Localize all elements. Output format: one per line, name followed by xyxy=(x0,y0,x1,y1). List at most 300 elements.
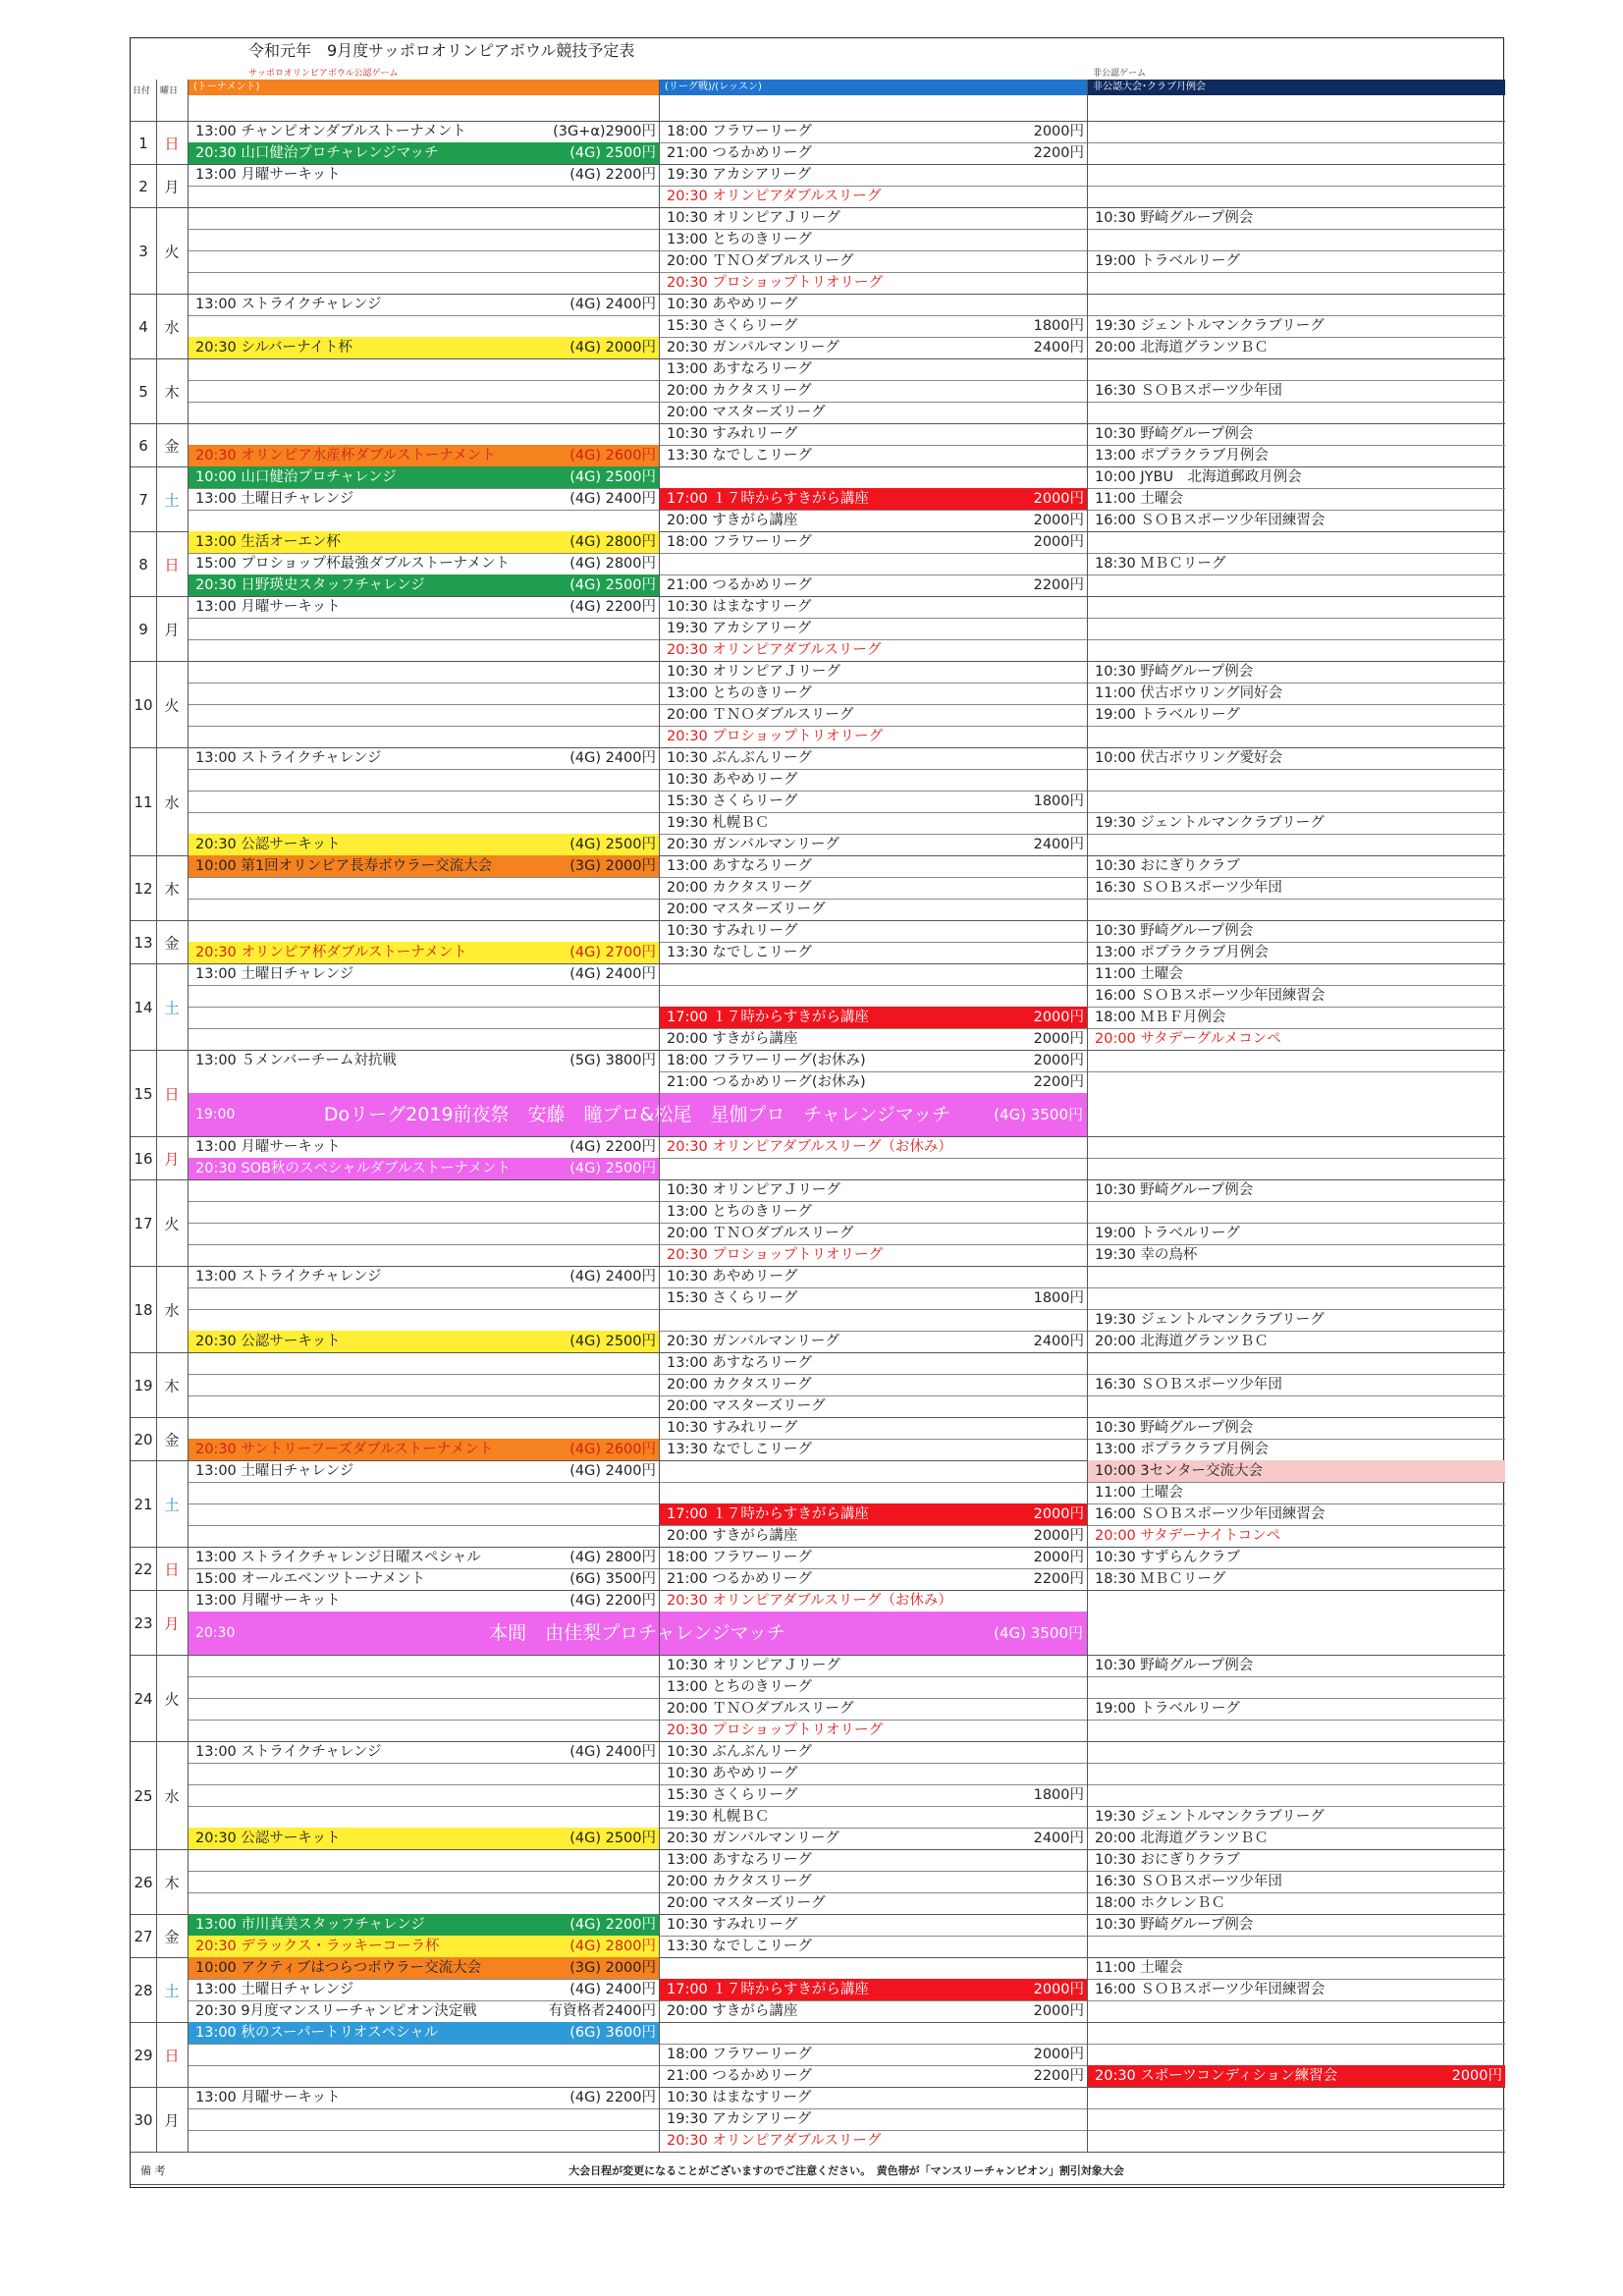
row-line xyxy=(188,380,659,381)
entry-title: 20:30 オリンピアダブルスリーグ（お休み） xyxy=(667,1593,952,1609)
entry-cost: 2000円 xyxy=(1033,1506,1084,1522)
schedule-entry xyxy=(188,963,659,985)
row-line xyxy=(1087,2087,1505,2088)
entry-title: 10:30 おにぎりクラブ xyxy=(1095,1852,1240,1868)
row-line xyxy=(188,1374,659,1375)
schedule-entry xyxy=(1087,1698,1505,1720)
schedule-entry xyxy=(1087,380,1505,402)
day-number: 27 xyxy=(134,1927,153,1945)
entry-title: 19:00 トラベルリーグ xyxy=(1095,1701,1240,1717)
entry-title: 19:00 トラベルリーグ xyxy=(1095,253,1240,269)
schedule-entry xyxy=(659,1374,1087,1395)
schedule-entry xyxy=(188,1136,659,1158)
day-number: 18 xyxy=(134,1300,153,1319)
row-line xyxy=(188,250,659,251)
entry-title: 13:00 ５メンバーチーム対抗戦 xyxy=(195,1053,397,1068)
schedule-entry xyxy=(1087,1482,1505,1503)
entry-title: 10:00 第1回オリンピア長寿ボウラー交流大会 xyxy=(195,858,493,874)
schedule-entry xyxy=(1087,985,1505,1007)
entry-title: 20:00 マスターズリーグ xyxy=(667,902,826,917)
day-number: 30 xyxy=(134,2110,153,2129)
entry-title: 20:30 オリンピア水産杯ダブルストーナメント xyxy=(195,448,496,464)
entry-title: 16:00 ＳＯＢスポーツ少年団練習会 xyxy=(1095,513,1325,528)
day-label xyxy=(131,1179,188,1266)
schedule-entry xyxy=(188,1568,659,1590)
entry-title: 20:30 プロショップトリオリーグ xyxy=(667,1247,883,1263)
row-line xyxy=(1087,726,1505,727)
day-label xyxy=(131,855,188,920)
entry-cost: (4G) 2500円 xyxy=(569,577,656,593)
schedule-entry xyxy=(659,618,1087,639)
schedule-entry xyxy=(659,1784,1087,1806)
row-line xyxy=(188,358,659,359)
day-number: 23 xyxy=(134,1613,153,1632)
row-line xyxy=(188,1655,659,1656)
row-line xyxy=(1087,164,1505,165)
day-label xyxy=(131,207,188,294)
schedule-entry xyxy=(188,142,659,164)
entry-cost: (4G) 2600円 xyxy=(569,1442,656,1457)
day-label xyxy=(131,1741,188,1849)
entry-title: 20:30 ガンバルマンリーグ xyxy=(667,1334,839,1349)
entry-title: 13:00 ストライクチャレンジ xyxy=(195,297,382,312)
weekday: 日 xyxy=(164,556,180,574)
entry-cost: (4G) 2200円 xyxy=(569,2090,656,2105)
row-line xyxy=(1087,2022,1505,2023)
day-label xyxy=(131,920,188,963)
day-label xyxy=(131,1050,188,1136)
entry-title: 20:30 プロショップトリオリーグ xyxy=(667,729,883,744)
entry-title: 10:30 オリンピアＪリーグ xyxy=(667,210,840,226)
entry-title: 13:00 土曜日チャレンジ xyxy=(195,966,354,982)
weekday: 水 xyxy=(164,1787,180,1805)
entry-title: 20:00 サタデーグルメコンペ xyxy=(1095,1031,1281,1047)
entry-title: 20:30 山口健治プロチャレンジマッチ xyxy=(195,145,439,161)
row-line xyxy=(188,1309,659,1310)
entry-title: 13:00 月曜サーキット xyxy=(195,2090,341,2105)
entry-title: 18:00 フラワーリーグ(お休み) xyxy=(667,1053,866,1068)
entry-title: 13:00 市川真美スタッフチャレンジ xyxy=(195,1917,425,1933)
schedule-entry xyxy=(1087,1244,1505,1266)
row-line xyxy=(1087,1720,1505,1721)
entry-title: 20:30 ガンバルマンリーグ xyxy=(667,837,839,852)
entry-title: 10:30 オリンピアＪリーグ xyxy=(667,664,840,680)
entry-cost: 2000円 xyxy=(1033,534,1084,550)
schedule-entry xyxy=(188,2087,659,2108)
schedule-entry xyxy=(659,2087,1087,2108)
row-line xyxy=(1087,1741,1505,1742)
entry-title: 20:00 すきがら講座 xyxy=(667,2003,798,2019)
entry-title: 20:30 オリンピアダブルスリーグ（お休み） xyxy=(667,1139,952,1155)
weekday: 木 xyxy=(164,383,180,401)
row-line xyxy=(188,618,659,619)
entry-title: 16:30 ＳＯＢスポーツ少年団 xyxy=(1095,1874,1282,1889)
row-line xyxy=(1087,2108,1505,2109)
schedule-entry xyxy=(1087,1849,1505,1871)
day-number: 28 xyxy=(134,1981,153,1999)
schedule-entry xyxy=(659,1590,1087,1612)
entry-title: 10:30 野崎グループ例会 xyxy=(1095,923,1254,939)
schedule-entry xyxy=(659,1223,1087,1244)
schedule-entry xyxy=(188,574,659,596)
entry-title: 20:00 マスターズリーグ xyxy=(667,1895,826,1911)
tournament-column-header: (トーナメント) xyxy=(188,80,659,95)
schedule-entry xyxy=(659,1914,1087,1936)
schedule-entry xyxy=(188,1547,659,1568)
entry-cost: (3G) 2000円 xyxy=(569,1960,656,1976)
schedule-entry xyxy=(188,164,659,186)
entry-title: 17:00 １７時からすきがら講座 xyxy=(667,491,869,507)
day-number: 25 xyxy=(134,1786,153,1805)
row-line xyxy=(659,1460,1087,1461)
schedule-entry xyxy=(659,1720,1087,1741)
entry-title: 13:00 ストライクチャレンジ xyxy=(195,1269,382,1285)
row-line xyxy=(1087,596,1505,597)
schedule-entry xyxy=(659,1547,1087,1568)
row-line xyxy=(659,963,1087,964)
entry-title: 10:00 山口健治プロチャレンジ xyxy=(195,469,397,485)
schedule-entry xyxy=(188,1828,659,1849)
entry-title: 13:00 とちのきリーグ xyxy=(667,1204,812,1220)
schedule-entry xyxy=(188,596,659,618)
row-line xyxy=(1087,358,1505,359)
entry-cost: (4G) 2500円 xyxy=(569,145,656,161)
entry-cost: 1800円 xyxy=(1033,793,1084,809)
day-number: 20 xyxy=(134,1430,153,1449)
entry-cost: (4G) 2200円 xyxy=(569,167,656,183)
entry-title: 19:30 アカシアリーグ xyxy=(667,167,812,183)
day-label xyxy=(131,358,188,423)
day-number: 7 xyxy=(138,490,148,509)
day-number: 9 xyxy=(138,620,148,638)
entry-title: 13:00 生活オーエン杯 xyxy=(195,534,341,550)
entry-title: 13:00 月曜サーキット xyxy=(195,1593,341,1609)
entry-title: 13:00 ポプラクラブ月例会 xyxy=(1095,448,1269,464)
weekday: 日 xyxy=(164,1085,180,1103)
row-line xyxy=(659,1158,1087,1159)
entry-cost: (4G) 2500円 xyxy=(569,469,656,485)
entry-title: 20:30 スポーツコンディション練習会 xyxy=(1095,2068,1338,2084)
row-line xyxy=(188,315,659,316)
entry-title: 13:00 ストライクチャレンジ日曜スペシャル xyxy=(195,1550,481,1565)
entry-cost: 2000円 xyxy=(1033,1528,1084,1544)
entry-title: 10:30 すみれリーグ xyxy=(667,923,798,939)
entry-cost: (3G) 2000円 xyxy=(569,858,656,874)
schedule-entry xyxy=(659,1439,1087,1460)
nonofficial-games-label: 非公認ゲーム xyxy=(1093,69,1147,79)
entry-title: 10:30 あやめリーグ xyxy=(667,772,798,788)
day-number: 8 xyxy=(138,555,148,574)
day-number: 24 xyxy=(134,1689,153,1708)
weekday: 日 xyxy=(164,135,180,152)
entry-title: 13:00 あすなろリーグ xyxy=(667,1355,812,1371)
schedule-entry xyxy=(659,877,1087,899)
schedule-entry xyxy=(188,1957,659,1979)
schedule-entry xyxy=(188,1050,659,1071)
entry-title: 19:30 幸の鳥杯 xyxy=(1095,1247,1198,1263)
schedule-entry xyxy=(188,531,659,553)
row-line xyxy=(659,553,1087,554)
featured-cost: (4G) 3500円 xyxy=(994,1624,1083,1642)
entry-title: 20:30 デラックス・ラッキーコーラ杯 xyxy=(195,1939,440,1954)
row-line xyxy=(188,899,659,900)
entry-title: 20:00 ＴＮＯダブルスリーグ xyxy=(667,1701,854,1717)
entry-cost: 2400円 xyxy=(1033,340,1084,355)
schedule-entry xyxy=(1087,855,1505,877)
entry-title: 17:00 １７時からすきがら講座 xyxy=(667,1506,869,1522)
schedule-entry xyxy=(188,747,659,769)
entry-cost: (4G) 2200円 xyxy=(569,1917,656,1933)
entry-title: 10:30 すみれリーグ xyxy=(667,426,798,442)
entry-title: 21:00 つるかめリーグ xyxy=(667,1571,812,1587)
entry-title: 13:00 土曜日チャレンジ xyxy=(195,1982,354,1997)
entry-title: 20:30 オリンピアダブルスリーグ xyxy=(667,642,882,658)
row-line xyxy=(659,466,1087,467)
entry-title: 19:30 アカシアリーグ xyxy=(667,621,812,636)
schedule-entry xyxy=(1087,553,1505,574)
entry-cost: 2400円 xyxy=(1033,1334,1084,1349)
featured-title: 本間 由佳梨プロチャレンジマッチ xyxy=(489,1622,785,1644)
schedule-entry xyxy=(659,1676,1087,1698)
schedule-entry xyxy=(188,1266,659,1287)
schedule-entry xyxy=(659,1136,1087,1158)
row-line xyxy=(188,1482,659,1483)
entry-title: 13:00 あすなろリーグ xyxy=(667,1852,812,1868)
weekday: 金 xyxy=(164,1431,180,1449)
row-line xyxy=(188,704,659,705)
entry-cost: 2200円 xyxy=(1033,577,1084,593)
row-line xyxy=(1087,639,1505,640)
remarks-note: 大会日程が変更になることがございますのでご注意ください。 黄色帯が「マンスリーチャンピオン」割引対象大会 xyxy=(568,2164,1124,2177)
day-label xyxy=(131,1417,188,1460)
schedule-entry xyxy=(659,1741,1087,1763)
entry-title: 13:00 あすなろリーグ xyxy=(667,858,812,874)
entry-title: 18:30 ＭＢＣリーグ xyxy=(1095,556,1226,572)
row-line xyxy=(188,2065,659,2066)
row-line xyxy=(188,1676,659,1677)
entry-title: 15:30 さくらリーグ xyxy=(667,1787,798,1803)
schedule-entry xyxy=(659,1417,1087,1439)
row-line xyxy=(1087,272,1505,273)
schedule-entry xyxy=(659,1352,1087,1374)
weekday: 木 xyxy=(164,1874,180,1891)
entry-title: 19:30 札幌ＢＣ xyxy=(667,1809,770,1825)
row-line xyxy=(188,1179,659,1180)
entry-title: 13:00 あすなろリーグ xyxy=(667,361,812,377)
entry-title: 20:00 すきがら講座 xyxy=(667,1031,798,1047)
weekday: 火 xyxy=(164,696,180,714)
weekday: 木 xyxy=(164,1377,180,1394)
schedule-entry xyxy=(1087,423,1505,445)
entry-title: 18:00 ホクレンＢＣ xyxy=(1095,1895,1226,1911)
entry-title: 20:00 北海道グランツＢＣ xyxy=(1095,340,1269,355)
schedule-entry xyxy=(188,1439,659,1460)
schedule-entry xyxy=(188,294,659,315)
entry-cost: (4G) 2200円 xyxy=(569,1593,656,1609)
entry-cost: 2000円 xyxy=(1033,1031,1084,1047)
schedule-entry xyxy=(659,272,1087,294)
schedule-entry xyxy=(659,639,1087,661)
schedule-entry xyxy=(659,531,1087,553)
day-number: 26 xyxy=(134,1873,153,1891)
schedule-entry xyxy=(659,1698,1087,1720)
row-line xyxy=(188,1849,659,1850)
entry-title: 19:30 ジェントルマンクラブリーグ xyxy=(1095,815,1325,831)
v-line-a xyxy=(188,80,189,2152)
entry-cost: (4G) 2400円 xyxy=(569,1463,656,1479)
featured-time: 20:30 xyxy=(195,1625,236,1641)
row-line xyxy=(188,1201,659,1202)
day-label xyxy=(131,1590,188,1655)
entry-title: 16:00 ＳＯＢスポーツ少年団練習会 xyxy=(1095,1506,1325,1522)
row-line xyxy=(188,920,659,921)
schedule-entry xyxy=(659,704,1087,726)
schedule-entry xyxy=(1087,1374,1505,1395)
row-line xyxy=(188,1028,659,1029)
row-line xyxy=(1087,1136,1505,1137)
entry-cost: 2200円 xyxy=(1033,1571,1084,1587)
entry-title: 10:30 はまなすリーグ xyxy=(667,599,812,615)
weekday: 火 xyxy=(164,1215,180,1232)
schedule-entry xyxy=(659,1287,1087,1309)
entry-title: 19:30 アカシアリーグ xyxy=(667,2111,812,2127)
schedule-entry xyxy=(1087,1223,1505,1244)
day-label xyxy=(131,661,188,747)
entry-title: 20:00 すきがら講座 xyxy=(667,513,798,528)
entry-title: 15:00 プロショップ杯最強ダブルストーナメント xyxy=(195,556,511,572)
entry-title: 13:00 月曜サーキット xyxy=(195,167,341,183)
entry-title: 10:30 すずらんクラブ xyxy=(1095,1550,1241,1565)
schedule-entry xyxy=(659,2000,1087,2022)
entry-cost: (4G) 2700円 xyxy=(569,945,656,960)
entry-title: 10:30 オリンピアＪリーグ xyxy=(667,1658,840,1673)
day-number: 1 xyxy=(138,134,148,152)
row-line xyxy=(188,812,659,813)
schedule-entry xyxy=(1087,942,1505,963)
entry-title: 13:00 とちのきリーグ xyxy=(667,685,812,701)
row-line xyxy=(188,1871,659,1872)
day-number: 6 xyxy=(138,436,148,455)
day-number: 29 xyxy=(134,2046,153,2064)
day-number: 17 xyxy=(134,1214,153,1232)
row-line xyxy=(188,2044,659,2045)
day-number: 14 xyxy=(134,998,153,1016)
entry-title: 10:00 JYBU 北海道郵政月例会 xyxy=(1095,469,1302,485)
weekday: 月 xyxy=(164,621,180,638)
entry-cost: (4G) 2400円 xyxy=(569,1269,656,1285)
row-line xyxy=(188,1892,659,1893)
entry-title: 10:30 ぶんぶんリーグ xyxy=(667,1744,812,1760)
entry-title: 20:30 プロショップトリオリーグ xyxy=(667,275,883,291)
schedule-entry xyxy=(659,510,1087,531)
row-line xyxy=(188,1698,659,1699)
entry-title: 20:30 プロショップトリオリーグ xyxy=(667,1722,883,1738)
entry-cost: (6G) 3500円 xyxy=(569,1571,656,1587)
schedule-entry xyxy=(659,1201,1087,1223)
schedule-entry xyxy=(659,726,1087,747)
schedule-entry xyxy=(659,1244,1087,1266)
entry-title: 18:00 フラワーリーグ xyxy=(667,124,812,139)
schedule-entry xyxy=(1087,1417,1505,1439)
row-line xyxy=(188,207,659,208)
entry-title: 20:00 ＴＮＯダブルスリーグ xyxy=(667,1226,854,1241)
row-line xyxy=(188,769,659,770)
schedule-entry xyxy=(659,596,1087,618)
schedule-entry xyxy=(188,466,659,488)
day-label xyxy=(131,294,188,358)
day-label xyxy=(131,1460,188,1547)
entry-title: 18:30 ＭＢＣリーグ xyxy=(1095,1571,1226,1587)
entry-cost: (4G) 2400円 xyxy=(569,491,656,507)
schedule-entry xyxy=(1087,683,1505,704)
weekday: 金 xyxy=(164,934,180,952)
schedule-entry xyxy=(1087,207,1505,229)
schedule-entry xyxy=(659,380,1087,402)
weekday-column-header: 曜日 xyxy=(160,86,179,96)
schedule-entry xyxy=(659,337,1087,358)
entry-title: 21:00 つるかめリーグ xyxy=(667,145,812,161)
row-line xyxy=(1087,769,1505,770)
entry-title: 10:30 野崎グループ例会 xyxy=(1095,210,1254,226)
day-label xyxy=(131,1136,188,1179)
entry-title: 10:30 あやめリーグ xyxy=(667,1269,798,1285)
entry-title: 13:30 なでしこリーグ xyxy=(667,1939,812,1954)
entry-title: 18:00 フラワーリーグ xyxy=(667,534,812,550)
entry-cost: 2000円 xyxy=(1451,2068,1502,2084)
featured-cost: (4G) 3500円 xyxy=(994,1106,1083,1123)
schedule-entry xyxy=(1087,250,1505,272)
schedule-entry xyxy=(659,358,1087,380)
entry-title: 15:00 オールエベンツトーナメント xyxy=(195,1571,426,1587)
schedule-entry xyxy=(188,1460,659,1482)
schedule-entry xyxy=(659,942,1087,963)
entry-cost: (4G) 2500円 xyxy=(569,1334,656,1349)
weekday: 土 xyxy=(164,999,180,1016)
v-line-c xyxy=(1087,80,1088,2152)
schedule-entry xyxy=(659,1979,1087,2000)
row-line xyxy=(188,423,659,424)
schedule-entry xyxy=(659,1266,1087,1287)
schedule-entry xyxy=(188,1914,659,1936)
entry-title: 20:00 マスターズリーグ xyxy=(667,405,826,420)
remarks-label: 備 考 xyxy=(140,2164,166,2177)
schedule-entry xyxy=(188,121,659,142)
schedule-entry xyxy=(188,1331,659,1352)
schedule-entry xyxy=(659,899,1087,920)
day-number: 21 xyxy=(134,1495,153,1513)
row-line xyxy=(1087,574,1505,575)
entry-cost: 2000円 xyxy=(1033,491,1084,507)
entry-title: 19:30 ジェントルマンクラブリーグ xyxy=(1095,1312,1325,1328)
entry-cost: 1800円 xyxy=(1033,1787,1084,1803)
schedule-entry xyxy=(1087,963,1505,985)
weekday: 水 xyxy=(164,793,180,811)
schedule-entry xyxy=(659,574,1087,596)
schedule-entry xyxy=(659,250,1087,272)
day-column-header: 日付 xyxy=(133,86,151,96)
schedule-entry xyxy=(1087,1655,1505,1676)
weekday: 木 xyxy=(164,880,180,898)
entry-title: 11:00 伏古ボウリング同好会 xyxy=(1095,685,1283,701)
row-line xyxy=(1087,2000,1505,2001)
entry-title: 20:30 オリンピアダブルスリーグ xyxy=(667,189,882,204)
schedule-entry xyxy=(1087,1806,1505,1828)
schedule-entry xyxy=(659,1849,1087,1871)
entry-title: 13:00 土曜日チャレンジ xyxy=(195,491,354,507)
entry-cost: (4G) 2800円 xyxy=(569,534,656,550)
entry-title: 21:00 つるかめリーグ xyxy=(667,2068,812,2084)
footer-notes xyxy=(131,2152,1505,2185)
